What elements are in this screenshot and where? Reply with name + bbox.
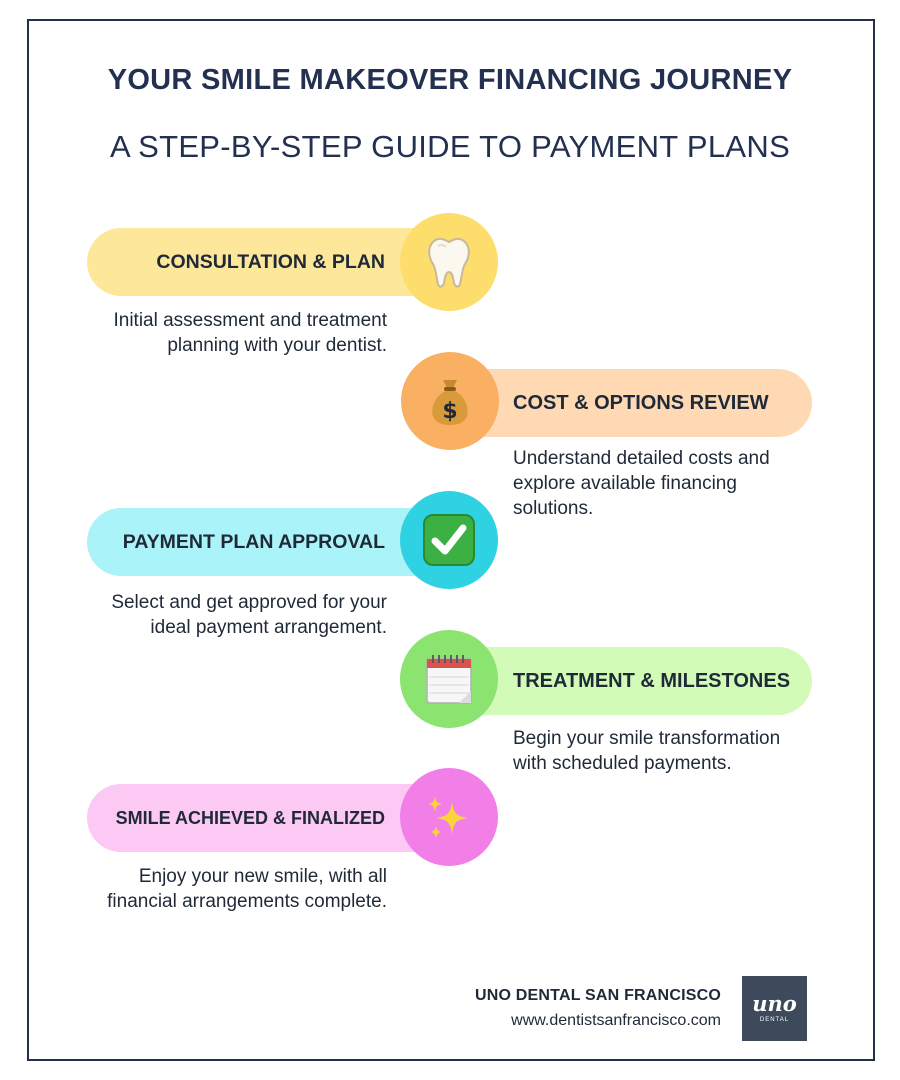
step-5-pill (87, 784, 447, 852)
page-subtitle: A STEP-BY-STEP GUIDE TO PAYMENT PLANS (109, 129, 791, 164)
footer-website-link[interactable]: www.dentistsanfrancisco.com (511, 1012, 721, 1029)
footer-business-name: UNO DENTAL SAN FRANCISCO (475, 987, 721, 1004)
step-1-circle (400, 213, 498, 311)
step-2-label: COST & OPTIONS REVIEW (513, 391, 769, 414)
uno-dental-logo (742, 976, 807, 1041)
step-2-description: Understand detailed costs and explore available financing solutions. (513, 448, 770, 519)
step-3-pill (87, 508, 447, 576)
step-5-description: Enjoy your new smile, with all financial arrangements complete. (107, 866, 387, 912)
step-4-pill (450, 647, 812, 715)
step-1-pill (87, 228, 447, 296)
sparkles-icon (424, 792, 474, 842)
step-5-circle (400, 768, 498, 866)
step-4-circle (400, 630, 498, 728)
calendar-icon (425, 653, 473, 705)
step-3-circle (400, 491, 498, 589)
step-2-circle (401, 352, 499, 450)
step-1-label: CONSULTATION & PLAN (156, 250, 385, 273)
svg-text:$: $ (442, 399, 458, 424)
step-4-description: Begin your smile transformation with scheduled payments. (513, 728, 781, 774)
step-2-pill (450, 369, 812, 437)
step-3-label: PAYMENT PLAN APPROVAL (122, 530, 385, 553)
step-3-description: Select and get approved for your ideal payment arrangement. (111, 592, 387, 638)
page-title: YOUR SMILE MAKEOVER FINANCING JOURNEY (107, 64, 793, 96)
check-mark-icon (423, 514, 475, 566)
step-5-label: SMILE ACHIEVED & FINALIZED (115, 807, 385, 828)
money-bag-icon (429, 376, 471, 426)
logo-word: uno (752, 991, 797, 1016)
step-4-label: TREATMENT & MILESTONES (513, 669, 791, 692)
tooth-icon (425, 236, 473, 288)
logo-subtext: DENTAL (759, 1017, 790, 1023)
step-1-description: Initial assessment and treatment planning with your dentist. (113, 310, 387, 356)
